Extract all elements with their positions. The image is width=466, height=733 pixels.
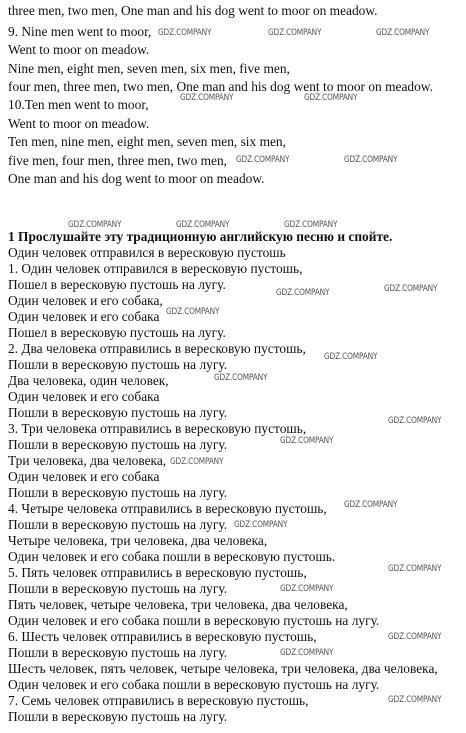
- watermark: GDZ.COMPANY: [388, 695, 442, 705]
- text-line-ru-24: 6. Шесть человек отправились в вересковую пустошь,: [8, 629, 317, 644]
- exercise-heading: 1 Прослушайте эту традиционную английскую песню и спойте.: [8, 229, 393, 244]
- text-line-ru-1: 1. Один человек отправился в вересковую пустошь,: [8, 261, 303, 276]
- text-line-ru-16: 4. Четыре человека отправились в вересковую пустошь,: [8, 501, 327, 516]
- text-line-ru-13: Три человека, два человека,: [8, 453, 167, 468]
- watermark: GDZ.COMPANY: [384, 284, 438, 294]
- text-line-ru-25: Пошли в вересковую пустошь на лугу.: [8, 645, 228, 660]
- watermark: GDZ.COMPANY: [180, 93, 234, 103]
- text-line-en-6: 10.Ten men went to moor,: [8, 97, 149, 112]
- text-line-ru-12: Пошли в вересковую пустошь на лугу.: [8, 437, 228, 452]
- watermark: GDZ.COMPANY: [280, 584, 334, 594]
- text-line-en-9: five men, four men, three men, two men,: [8, 153, 228, 168]
- watermark: GDZ.COMPANY: [268, 28, 322, 38]
- text-line-ru-3: Один человек и его собака,: [8, 293, 163, 308]
- song-title: Один человек отправился в вересковую пустошь: [8, 245, 286, 260]
- watermark: GDZ.COMPANY: [214, 373, 268, 383]
- watermark: GDZ.COMPANY: [234, 520, 288, 530]
- text-line-ru-11: 3. Три человека отправились в вересковую пустошь,: [8, 421, 307, 436]
- watermark: GDZ.COMPANY: [176, 220, 230, 230]
- text-line-en-1: three men, two men, One man and his dog went to moor on meadow.: [8, 3, 378, 18]
- watermark: GDZ.COMPANY: [276, 288, 330, 298]
- text-line-ru-21: Пошли в вересковую пустошь на лугу.: [8, 581, 228, 596]
- text-line-ru-9: Один человек и его собака: [8, 389, 160, 404]
- text-line-ru-20: 5. Пять человек отправились в вересковую пустошь,: [8, 565, 307, 580]
- text-line-ru-10: Пошли в вересковую пустошь на лугу.: [8, 405, 228, 420]
- text-line-ru-14: Один человек и его собака: [8, 469, 160, 484]
- watermark: GDZ.COMPANY: [280, 648, 334, 658]
- watermark: GDZ.COMPANY: [304, 93, 358, 103]
- text-line-ru-5: Пошел в вересковую пустошь на лугу.: [8, 325, 226, 340]
- text-line-en-10: One man and his dog went to moor on meadow.: [8, 171, 265, 186]
- text-line-ru-26: Шесть человек, пять человек, четыре человека, три человека, два человека,: [8, 661, 438, 676]
- watermark: GDZ.COMPANY: [284, 220, 338, 230]
- watermark: GDZ.COMPANY: [376, 28, 430, 38]
- text-line-en-3: Went to moor on meadow.: [8, 42, 150, 57]
- watermark: GDZ.COMPANY: [344, 155, 398, 165]
- text-line-ru-23: Один человек и его собака пошли в вересковую пустошь на лугу.: [8, 613, 380, 628]
- text-line-ru-15: Пошли в вересковую пустошь на лугу.: [8, 485, 228, 500]
- text-line-ru-18: Четыре человека, три человека, два человека,: [8, 533, 268, 548]
- watermark: GDZ.COMPANY: [68, 220, 122, 230]
- text-line-en-5: four men, three men, two men, One man and his dog went to moor on meadow.: [8, 79, 433, 94]
- text-line-ru-17: Пошли в вересковую пустошь на лугу.: [8, 517, 228, 532]
- watermark: GDZ.COMPANY: [158, 28, 212, 38]
- text-line-ru-8: Два человека, один человек,: [8, 373, 169, 388]
- text-line-ru-28: 7. Семь человек отправились в вересковую пустошь,: [8, 693, 309, 708]
- watermark: GDZ.COMPANY: [166, 307, 220, 317]
- text-line-en-7: Went to moor on meadow.: [8, 116, 150, 131]
- text-line-ru-2: Пошел в вересковую пустошь на лугу.: [8, 277, 226, 292]
- watermark: GDZ.COMPANY: [324, 352, 378, 362]
- text-line-en-4: Nine men, eight men, seven men, six men, five men,: [8, 61, 290, 76]
- text-line-ru-29: Пошли в вересковую пустошь на лугу.: [8, 709, 228, 724]
- watermark: GDZ.COMPANY: [388, 564, 442, 574]
- text-line-ru-19: Один человек и его собака пошли в вересковую пустошь.: [8, 549, 336, 564]
- text-line-ru-27: Один человек и его собака пошли в вересковую пустошь на лугу.: [8, 677, 380, 692]
- watermark: GDZ.COMPANY: [170, 457, 224, 467]
- text-line-en-8: Ten men, nine men, eight men, seven men, six men,: [8, 134, 286, 149]
- watermark: GDZ.COMPANY: [280, 436, 334, 446]
- watermark: GDZ.COMPANY: [388, 632, 442, 642]
- text-line-ru-7: Пошли в вересковую пустошь на лугу.: [8, 357, 228, 372]
- text-line-ru-4: Один человек и его собака: [8, 309, 160, 324]
- watermark: GDZ.COMPANY: [388, 416, 442, 426]
- text-line-en-2: 9. Nine men went to moor,: [8, 24, 152, 39]
- text-line-ru-6: 2. Два человека отправились в вересковую пустошь,: [8, 341, 306, 356]
- watermark: GDZ.COMPANY: [344, 500, 398, 510]
- text-line-ru-22: Пять человек, четыре человека, три человека, два человека,: [8, 597, 348, 612]
- watermark: GDZ.COMPANY: [236, 155, 290, 165]
